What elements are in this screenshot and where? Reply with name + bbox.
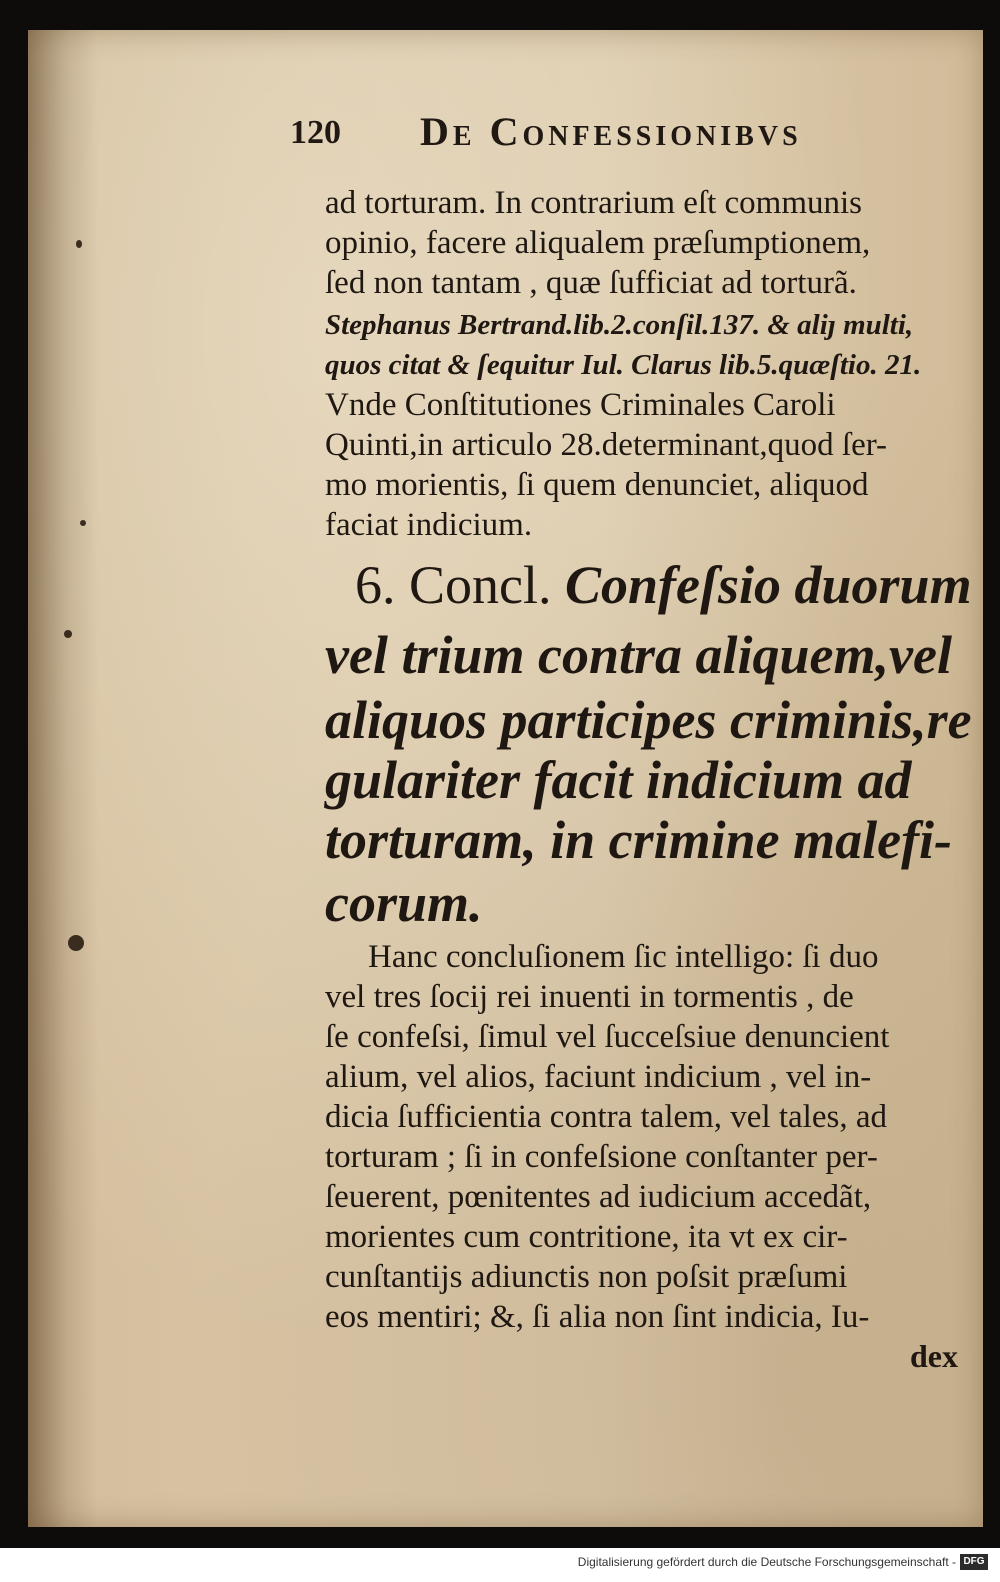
conclusion-line: gulariter facit indicium ad	[325, 750, 912, 810]
edge-stain	[80, 520, 86, 526]
conclusion-heading	[355, 550, 972, 620]
citation-line: Stephanus Bertrand.lib.2.conſil.137. & aliȷ multi,	[325, 309, 914, 341]
edge-stain	[68, 935, 84, 951]
text-line: eos mentiri; &, ſi alia non ſint indicia, Iu-	[325, 1299, 870, 1335]
text-line: opinio, facere aliqualem præſumptionem,	[325, 225, 871, 261]
text-line: morientes cum contritione, ita vt ex cir-	[325, 1219, 848, 1255]
running-title: De Confessionibvs	[420, 109, 802, 154]
conclusion-line: Confeſsio duorum	[565, 555, 972, 615]
edge-stain	[76, 240, 82, 248]
conclusion-line: vel trium contra aliquem,vel	[325, 625, 952, 685]
text-line: alium, vel alios, faciunt indicium , vel in-	[325, 1059, 872, 1095]
text-line: faciat indicium.	[325, 507, 533, 543]
funding-credit: Digitalisierung gefördert durch die Deutsche Forschungsgemeinschaft -	[577, 1555, 956, 1569]
page-number: 120	[290, 114, 341, 151]
text-line: Quinti,in articulo 28.determinant,quod ſer-	[325, 427, 888, 463]
page-header	[290, 108, 950, 158]
text-line: Hanc concluſionem ſic intelligo: ſi duo	[368, 939, 879, 975]
text-line: ſed non tantam , quæ ſufficiat ad torturã.	[325, 265, 857, 301]
text-line: mo morientis, ſi quem denunciet, aliquod	[325, 467, 869, 503]
text-line: ſe confeſsi, ſimul vel ſucceſsiue denuncient	[325, 1019, 890, 1055]
conclusion-number: 6. Concl.	[355, 555, 552, 615]
text-line: Vnde Conſtitutiones Criminales Caroli	[325, 387, 836, 423]
text-line: ſeuerent, pœnitentes ad iudicium accedãt,	[325, 1179, 872, 1215]
conclusion-line: corum.	[325, 873, 483, 933]
text-line: cunſtantijs adiunctis non poſsit præſumi	[325, 1259, 848, 1295]
text-line: torturam ; ſi in confeſsione conſtanter per-	[325, 1139, 878, 1175]
conclusion-line: aliquos participes criminis,re	[325, 690, 972, 750]
page-gutter-shadow	[28, 30, 98, 1527]
text-line: vel tres ſocij rei inuenti in tormentis , de	[325, 979, 854, 1015]
conclusion-line: torturam, in crimine malefi-	[325, 810, 953, 870]
text-line: dicia ſufficientia contra talem, vel tales, ad	[325, 1099, 887, 1135]
edge-stain	[64, 630, 72, 638]
dfg-logo-icon: DFG	[960, 1554, 988, 1570]
catchword: dex	[910, 1338, 958, 1374]
citation-line: quos citat & ſequitur Iul. Clarus lib.5.quæſtio. 21.	[325, 349, 922, 381]
text-line: ad torturam. In contrarium eſt communis	[325, 185, 863, 221]
